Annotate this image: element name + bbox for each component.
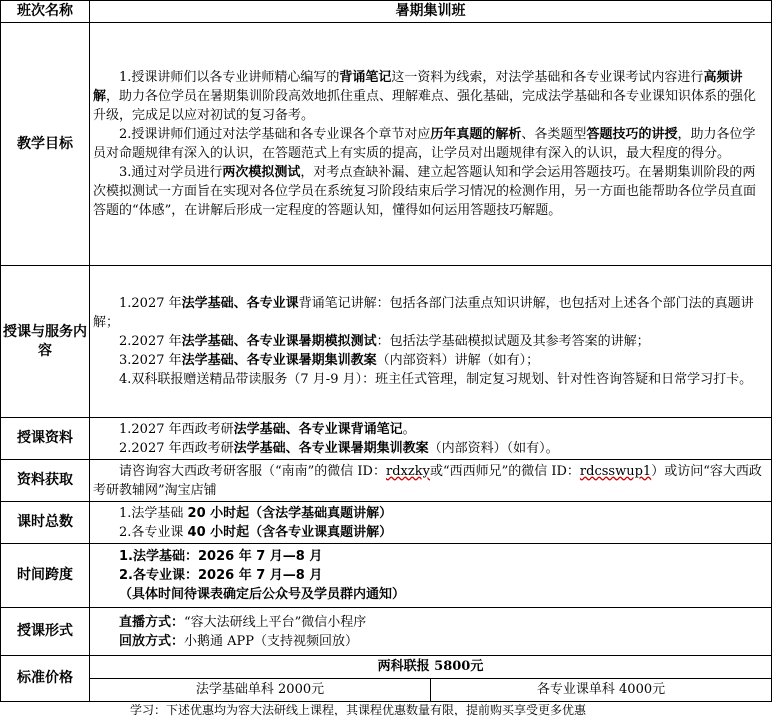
hours-line-1: 1.法学基础 20 小时起（含法学基础真题讲解） bbox=[119, 505, 393, 521]
hours-content bbox=[90, 502, 772, 544]
service-label: 授课与服务内容 bbox=[1, 266, 90, 418]
service-item-3: 3.2027 年法学基础、各专业课暑期集训教案（内部资料）讲解（如有）； bbox=[119, 353, 540, 368]
format-label: 授课形式 bbox=[1, 608, 90, 656]
format-content bbox=[90, 608, 772, 656]
access-text: 请咨询容大西政考研客服（“南南”的微信 ID：rdxzky或“西西师兄”的微信 ID：rdcsswup1）或访问“容大西政考研教辅网”淘宝店铺 bbox=[93, 463, 762, 498]
service-row bbox=[1, 266, 772, 418]
goals-row bbox=[1, 23, 772, 266]
timespan-line-1: 1.法学基础：2026 年 7 月—8 月 bbox=[119, 549, 323, 564]
timespan-row bbox=[1, 544, 772, 608]
goal-paragraph-2: 2.授课讲师们通过对法学基础和各专业课各个章节对应历年真题的解析、各类题型答题技巧的讲授，助力各位学员对命题规律有深入的认识，在答题范式上有实质的提高，让学员对出题规律有深入的认识，最大程度的得分。 bbox=[93, 127, 756, 161]
price-bundle: 两科联报 5800元 bbox=[377, 659, 484, 674]
format-line-1: 直播方式：“容大法研线上平台”微信小程序 bbox=[119, 614, 367, 630]
class-name-label: 班次名称 bbox=[1, 1, 90, 23]
wechat-id-2: rdcsswup1 bbox=[579, 463, 652, 479]
price-single-major: 各专业课单科 4000元 bbox=[430, 679, 771, 701]
access-row bbox=[1, 460, 772, 502]
timespan-label: 时间跨度 bbox=[1, 544, 90, 608]
format-line-2: 回放方式：小鹅通 APP（支持视频回放） bbox=[119, 633, 359, 649]
format-row bbox=[1, 608, 772, 656]
hours-row bbox=[1, 502, 772, 544]
wechat-id-1: rdxzky bbox=[385, 463, 430, 479]
price-content bbox=[90, 656, 772, 702]
hours-line-2: 2.各专业课 40 小时起（含各专业课真题讲解） bbox=[119, 524, 393, 540]
price-singles bbox=[90, 678, 771, 701]
access-label: 资料获取 bbox=[1, 460, 90, 502]
timespan-line-2: 2.各专业课：2026 年 7 月—8 月 bbox=[119, 568, 323, 583]
goal-paragraph-1: 1.授课讲师们以各专业讲师精心编写的背诵笔记这一资料为线索，对法学基础和各专业课考试内容进行高频讲解，助力各位学员在暑期集训阶段高效地抓住重点、理解难点、强化基础，完成法学基础和各专业课知识体系的强化升级，完成足以应对初试的复习备考。 bbox=[93, 70, 757, 123]
service-item-4: 4.双科联报赠送精品带读服务（7 月-9 月）：班主任式管理，制定复习规划、针对性咨询答疑和日常学习打卡。 bbox=[119, 372, 753, 387]
price-single-law: 法学基础单科 2000元 bbox=[195, 682, 325, 697]
goals-content bbox=[90, 23, 772, 266]
timespan-content bbox=[90, 544, 772, 608]
goals-label: 教学目标 bbox=[1, 23, 90, 266]
service-item-2: 2.2027 年法学基础、各专业课暑期模拟测试：包括法学基础模拟试题及其参考答案的讲解； bbox=[119, 334, 650, 349]
service-content bbox=[90, 266, 772, 418]
timespan-line-3: （具体时间待课表确定后公众号及学员群内通知） bbox=[119, 587, 406, 602]
hours-label: 课时总数 bbox=[1, 502, 90, 544]
materials-content bbox=[90, 418, 772, 460]
price-row bbox=[1, 656, 772, 702]
class-name-value: 暑期集训班 bbox=[90, 1, 772, 23]
cutoff-next-row-text: 学习：下述优惠均为容大法研线上课程，其课程优惠数量有限，提前购买享受更多优惠 bbox=[130, 704, 587, 716]
price-label: 标准价格 bbox=[1, 656, 90, 702]
materials-row bbox=[1, 418, 772, 460]
access-content bbox=[90, 460, 772, 502]
material-item-2: 2.2027 年西政考研法学基础、各专业课暑期集训教案（内部资料）（如有）。 bbox=[119, 440, 559, 456]
goal-paragraph-3: 3.通过对学员进行两次模拟测试，对考点查缺补漏、建立起答题认知和学会运用答题技巧。在暑期集训阶段的两次模拟测试一方面旨在实现对各位学员在系统复习阶段结束后学习情况的检测作用，另一方面也能帮助各位学员直面答题的“体感”，在讲解后形成一定程度的答题认知，懂得如何运用答题技巧解题。 bbox=[93, 165, 757, 218]
service-item-1: 1.2027 年法学基础、各专业课背诵笔记讲解：包括各部门法重点知识讲解，也包括对上述各个部门法的真题讲解； bbox=[93, 296, 754, 330]
header-row bbox=[1, 1, 772, 23]
materials-label: 授课资料 bbox=[1, 418, 90, 460]
material-item-1: 1.2027 年西政考研法学基础、各专业课背诵笔记。 bbox=[119, 421, 416, 437]
